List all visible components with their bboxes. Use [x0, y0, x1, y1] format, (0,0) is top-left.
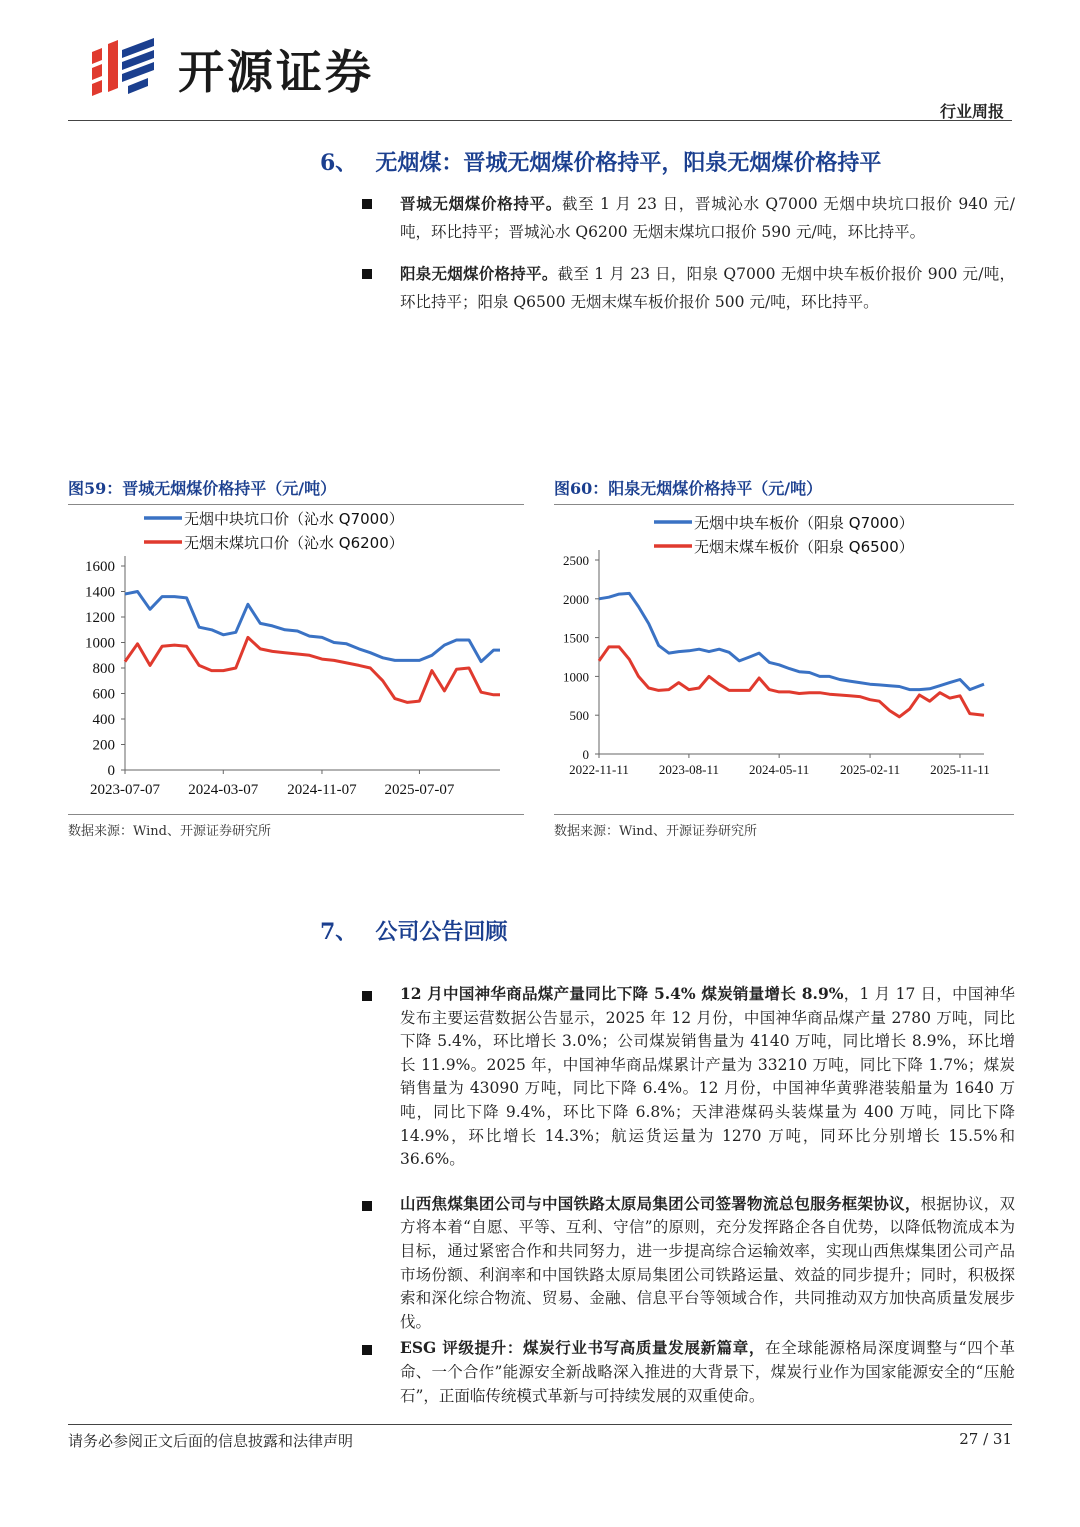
y-tick-label: 2500 — [563, 553, 589, 568]
y-tick-label: 1400 — [85, 584, 115, 601]
x-tick-label: 2025-02-11 — [839, 762, 901, 777]
section-7-heading — [320, 915, 507, 946]
series-line-1 — [125, 592, 500, 662]
y-tick-label: 1000 — [85, 635, 115, 652]
bullet-text: 截至 1 月 23 日，阳泉 Q7000 无烟中块车板价报价 900 元/吨，环比持平；阳泉 Q6500 无烟末煤车板价报价 500 元/吨，环比持平。 — [400, 265, 1015, 311]
y-tick-label: 200 — [92, 737, 115, 754]
section-6-bullets — [360, 190, 1015, 316]
y-tick-label: 0 — [582, 747, 589, 762]
bullet-text: 在全球能源格局深度调整与“四个革命、一个合作”能源安全新战略深入推进的大背景下，煤炭行业作为国家能源安全的“压舱石”，正面临传统模式革新与可持续发展的双重使命。 — [400, 1339, 1015, 1405]
y-tick-label: 1200 — [85, 610, 115, 626]
figure-60-chart — [554, 506, 1014, 812]
legend-label-1: 无烟中块坑口价（沁水 Q7000） — [184, 510, 404, 528]
series-line-1 — [599, 593, 984, 689]
legend-label-2: 无烟末煤车板价（阳泉 Q6500） — [694, 538, 914, 556]
y-tick-label: 800 — [92, 661, 115, 677]
page-number: 27 / 31 — [959, 1430, 1012, 1448]
company-logo — [88, 30, 418, 100]
bullet-text: ，1 月 17 日，中国神华发布主要运营数据公告显示，2025 年 12 月份，中国神华商品煤产量 2780 万吨，同比下降 5.4%，环比增长 3.0%；公司煤炭销售量为 4140 万吨，同比增长 8.9%，环比增长 11.9%。2025 年，中国神华商品煤累计产量为 33210 万吨，同比下降 1.7%；煤炭销售量为 43090 万吨，同比下降 6.4%。12 月份，中国神华黄骅港装船量为 1640 万吨，同比下降 9.4%，环比下降 6.8%；天津港煤码头装煤量为 400 万吨，同比下降 14.9%，环比增长 14.3%；航运货运量为 1270 万吨，同环比分别增长 15.5%和 36.6%。 — [400, 985, 1016, 1169]
bullet-item — [360, 1336, 1015, 1408]
y-tick-label: 1600 — [85, 559, 115, 575]
bullet-text: 根据协议，双方将本着“自愿、平等、互利、守信”的原则，充分发挥路企各自优势，以降低物流成本为目标，通过紧密合作和共同努力，进一步提高综合运输效率，实现山西焦煤集团公司产品市场份额、利润率和中国铁路太原局集团公司铁路运量、效益的同步提升；同时，积极探索和深化综合物流、贸易、金融、信息平台等领域合作，共同推动双方加快高质量发展步伐。 — [400, 1194, 1015, 1331]
y-tick-label: 600 — [92, 686, 115, 703]
figure-59-chart — [68, 506, 524, 812]
section-title: 公司公告回顾 — [375, 919, 508, 945]
header-divider — [68, 120, 1012, 121]
section-title: 无烟煤：晋城无烟煤价格持平，阳泉无烟煤价格持平 — [375, 150, 882, 176]
figure-59-source: 数据来源：Wind、开源证券研究所 — [68, 824, 271, 839]
section-number: 7、 — [320, 919, 358, 945]
bullet-item — [360, 1192, 1015, 1335]
legend-label-2: 无烟末煤坑口价（沁水 Q6200） — [184, 534, 404, 552]
x-tick-label: 2022-11-11 — [569, 762, 629, 777]
bullet-lead: 晋城无烟煤价格持平。 — [400, 194, 562, 213]
report-type: 行业周报 — [939, 102, 1004, 121]
bullet-item — [360, 260, 1015, 316]
section-6-heading — [320, 146, 881, 177]
footer-disclaimer: 请务必参阅正文后面的信息披露和法律声明 — [68, 1432, 354, 1450]
figure-59-top-rule — [68, 504, 524, 505]
y-tick-label: 1000 — [563, 669, 589, 685]
y-tick-label: 500 — [569, 708, 589, 724]
bullet-text: 截至 1 月 23 日，晋城沁水 Q7000 无烟中块坑口报价 940 元/吨，环比持平；晋城沁水 Q6200 无烟末煤坑口报价 590 元/吨，环比持平。 — [400, 195, 1015, 241]
logo-mark-icon — [88, 30, 168, 100]
figure-60-bottom-rule — [554, 814, 1014, 815]
bullet-lead: 阳泉无烟煤价格持平。 — [400, 264, 558, 283]
figure-60-top-rule — [554, 504, 1014, 505]
figure-60-source: 数据来源：Wind、开源证券研究所 — [554, 824, 757, 839]
bullet-lead: ESG 评级提升：煤炭行业书写高质量发展新篇章， — [400, 1338, 766, 1358]
x-tick-label: 2024-05-11 — [749, 762, 810, 777]
x-tick-label: 2024-11-07 — [287, 782, 357, 798]
company-name: 开源证券 — [178, 45, 374, 99]
bullet-lead: 山西焦煤集团公司与中国铁路太原局集团公司签署物流总包服务框架协议， — [400, 1193, 921, 1213]
legend-label-1: 无烟中块车板价（阳泉 Q7000） — [694, 514, 914, 532]
section-7-bullets — [360, 982, 1015, 1408]
footer-divider — [68, 1424, 1012, 1425]
x-tick-label: 2025-11-11 — [930, 762, 990, 777]
series-line-2 — [599, 647, 984, 717]
figure-60-title: 图60：阳泉无烟煤价格持平（元/吨） — [554, 479, 823, 498]
y-tick-label: 400 — [92, 712, 115, 728]
bullet-item — [360, 982, 1015, 1172]
x-tick-label: 2024-03-07 — [188, 782, 259, 798]
x-tick-label: 2023-08-11 — [658, 762, 720, 777]
section-number: 6、 — [320, 150, 358, 176]
figure-59-title: 图59：晋城无烟煤价格持平（元/吨） — [68, 479, 337, 498]
y-tick-label: 0 — [107, 763, 115, 779]
x-tick-label: 2025-07-07 — [384, 782, 455, 798]
y-tick-label: 1500 — [563, 630, 589, 646]
bullet-item — [360, 190, 1015, 246]
bullet-lead: 12 月中国神华商品煤产量同比下降 5.4% 煤炭销量增长 8.9% — [400, 984, 844, 1003]
x-tick-label: 2023-07-07 — [90, 782, 160, 798]
figure-59-bottom-rule — [68, 814, 524, 815]
y-tick-label: 2000 — [563, 591, 589, 607]
